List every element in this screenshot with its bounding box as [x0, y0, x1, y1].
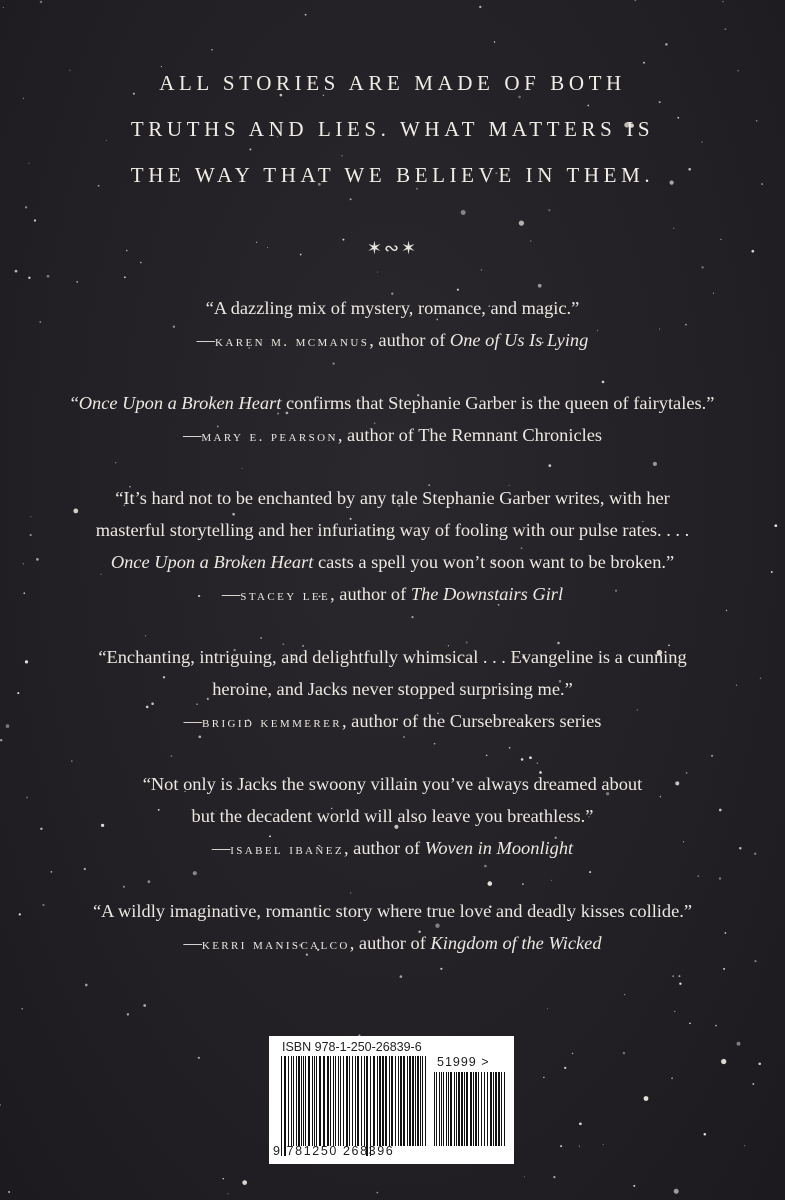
star-dot: [124, 276, 126, 278]
star-dot: [479, 6, 481, 8]
star-dot: [633, 1185, 635, 1187]
author-work-title: One of Us Is Lying: [449, 330, 589, 350]
author-work-title: The Downstairs Girl: [410, 584, 564, 604]
blurb-text: “It’s hard not to be enchanted by any tale Stephanie Garber writes, with her: [115, 488, 670, 508]
barcode-bar: [314, 1056, 315, 1146]
star-dot: [228, 1193, 229, 1194]
blurb-list: [0, 292, 785, 990]
ean-digits: 9 781250 268396: [273, 1144, 395, 1158]
price-code: 51999 >: [437, 1055, 490, 1069]
barcode-bar: [490, 1072, 492, 1146]
star-dot: [3, 7, 4, 8]
star-dot: [560, 1145, 562, 1147]
star-dot: [722, 1, 724, 3]
blurb-attribution: [0, 578, 785, 612]
isbn-label: ISBN 978-1-250-26839-6: [282, 1040, 422, 1054]
barcode-bar: [284, 1056, 286, 1156]
blurb-text: [0, 387, 785, 419]
barcode-bar: [335, 1056, 336, 1146]
open-quote: “: [70, 393, 79, 413]
barcode-bar: [366, 1056, 368, 1156]
star-dot: [603, 1144, 604, 1145]
blurb-text: “A dazzling mix of mystery, romance, and magic.”: [205, 298, 580, 318]
barcode-bar: [425, 1056, 426, 1146]
star-dot: [481, 269, 482, 270]
star-dot: [140, 262, 142, 264]
barcode-bar: [330, 1056, 331, 1146]
barcode-bar: [439, 1072, 440, 1146]
blurb-text: masterful storytelling and her infuriating way of fooling with our pulse rates. . . .: [95, 520, 690, 540]
barcode-bar: [382, 1056, 384, 1146]
star-dot: [721, 1059, 726, 1064]
isbn-barcode: [269, 1036, 514, 1164]
barcode-bar: [296, 1056, 297, 1146]
barcode-bar: [398, 1056, 399, 1146]
attribution-suffix: , author of: [369, 330, 450, 350]
star-dot: [623, 1052, 625, 1054]
star-dot: [624, 994, 625, 995]
barcode-bar: [456, 1072, 457, 1146]
tagline-line: ALL STORIES ARE MADE OF BOTH: [159, 71, 626, 95]
barcode-bar: [338, 1056, 339, 1146]
barcode-bar: [464, 1072, 465, 1146]
blurb-text: [0, 546, 785, 578]
star-dot: [223, 1178, 224, 1179]
barcode-bar: [395, 1056, 396, 1146]
star-dot: [21, 1008, 22, 1009]
barcode-bar: [316, 1056, 317, 1146]
barcode-bar: [312, 1056, 313, 1146]
star-dot: [644, 1096, 649, 1101]
barcode-bar: [475, 1072, 477, 1146]
barcode-bar: [461, 1072, 463, 1146]
attribution-suffix: , author of: [330, 584, 411, 604]
addon-barcode-bars: [434, 1072, 506, 1156]
star-dot: [305, 14, 307, 16]
star-dot: [715, 1025, 717, 1027]
blurb-text: heroine, and Jacks never stopped surprising me.”: [212, 679, 573, 699]
barcode-bar: [487, 1072, 488, 1146]
attribution-suffix: , author of: [349, 933, 431, 953]
star-dot: [665, 43, 668, 46]
attribution-dash: —: [183, 711, 202, 731]
tagline-line: TRUTHS AND LIES. WHAT MATTERS IS: [130, 117, 655, 141]
attribution-suffix: , author of the Cursebreakers series: [341, 711, 602, 731]
blurb-attribution: [0, 927, 785, 961]
barcode-bar: [450, 1072, 452, 1146]
barcode-bar: [448, 1072, 449, 1146]
attribution-dash: —: [196, 330, 216, 350]
barcode-bar: [415, 1056, 416, 1146]
blurb-attribution: [0, 419, 785, 453]
barcode-bar: [385, 1056, 387, 1146]
star-dot: [350, 198, 352, 200]
barcode-bar: [305, 1056, 306, 1146]
star-dot: [8, 1191, 10, 1193]
star-dot: [579, 1122, 582, 1125]
blurb: [0, 641, 785, 739]
star-dot: [553, 1176, 555, 1178]
barcode-bar: [373, 1056, 375, 1146]
barcode-bar: [327, 1056, 329, 1146]
barcode-bar: [346, 1056, 348, 1146]
author-work-title: Kingdom of the Wicked: [430, 933, 602, 953]
attribution-dash: —: [182, 425, 202, 445]
ornament-divider: ✶∾✶: [366, 238, 419, 258]
attribution-dash: —: [211, 838, 231, 858]
barcode-bar: [377, 1056, 378, 1146]
blurb-author: stacey lee: [240, 588, 331, 604]
barcode-bar: [498, 1072, 500, 1146]
barcode-bar: [370, 1056, 371, 1156]
barcode-bar: [454, 1072, 455, 1146]
attribution-suffix: , author of The Remnant Chronicles: [337, 425, 603, 445]
barcode-bar: [470, 1072, 472, 1146]
blurb: [0, 292, 785, 358]
barcode-bar: [319, 1056, 321, 1146]
star-dot: [634, 0, 636, 1]
barcode-bar: [443, 1072, 444, 1146]
barcode-bar: [357, 1056, 359, 1146]
barcode-bar: [389, 1056, 390, 1146]
star-dot: [737, 1042, 741, 1046]
star-dot: [143, 1004, 146, 1007]
barcode-bar: [291, 1056, 292, 1146]
star-dot: [76, 281, 78, 283]
blurb-text: but the decadent world will also leave you breathless.”: [191, 806, 594, 826]
blurb-text: “Not only is Jacks the swoony villain you’ve always dreamed about: [142, 774, 643, 794]
star-dot: [376, 1192, 378, 1194]
star-dot: [674, 1189, 679, 1194]
star-dot: [40, 1, 43, 4]
blurb-text: “Enchanting, intriguing, and delightfully whimsical . . . Evangeline is a cunning: [98, 647, 687, 667]
star-dot: [524, 1176, 525, 1177]
barcode-bar: [323, 1056, 325, 1146]
tagline: [0, 60, 785, 198]
barcode-bar: [446, 1072, 447, 1146]
attribution-suffix: , author of: [343, 838, 425, 858]
barcode-bar: [293, 1056, 294, 1146]
author-work-title: Woven in Moonlight: [424, 838, 574, 858]
star-dot: [15, 270, 18, 273]
blurb: [0, 482, 785, 612]
star-dot: [744, 1145, 745, 1146]
blurb-text-rest: confirms that Stephanie Garber is the queen of fairytales.”: [281, 393, 715, 413]
blurb-attribution: [0, 705, 785, 739]
barcode-bar: [409, 1056, 411, 1146]
barcode-bar: [403, 1056, 405, 1146]
book-title: Once Upon a Broken Heart: [78, 393, 282, 413]
star-dot: [564, 1067, 566, 1069]
barcode-bar: [407, 1056, 408, 1146]
blurb-attribution: [0, 832, 785, 866]
star-dot: [674, 1011, 675, 1012]
barcode-bar: [281, 1056, 282, 1156]
barcode-bar: [481, 1072, 482, 1146]
star-dot: [198, 1057, 200, 1059]
barcode-bar: [301, 1056, 302, 1146]
star-dot: [543, 1077, 544, 1078]
blurb-author: kerri maniscalco: [201, 937, 350, 953]
barcode-bar: [349, 1056, 350, 1146]
star-dot: [25, 206, 27, 208]
blurb: [0, 768, 785, 866]
blurb-text-rest: casts a spell you won’t soon want to be broken.”: [313, 552, 675, 572]
barcode-bar: [333, 1056, 334, 1146]
star-dot: [47, 275, 50, 278]
star-dot: [461, 210, 466, 215]
barcode-bar: [441, 1072, 442, 1146]
star-dot: [689, 1022, 691, 1024]
star-dot: [28, 277, 30, 279]
barcode-bar: [484, 1072, 485, 1146]
blurb-author: brigid kemmerer: [201, 715, 342, 731]
star-dot: [548, 209, 550, 211]
star-dot: [704, 1133, 707, 1136]
star-dot: [34, 219, 36, 221]
barcode-bar: [420, 1056, 421, 1146]
barcode-bar: [495, 1072, 497, 1146]
barcode-bar: [458, 1072, 460, 1146]
star-dot: [538, 284, 542, 288]
tagline-line: THE WAY THAT WE BELIEVE IN THEM.: [130, 163, 655, 187]
blurb-attribution: [0, 324, 785, 358]
attribution-dash: —: [221, 584, 241, 604]
blurb: [0, 387, 785, 453]
barcode-bar: [303, 1056, 304, 1146]
star-dot: [671, 1077, 673, 1079]
barcode-bar: [417, 1056, 419, 1146]
star-dot: [579, 1146, 580, 1147]
barcode-bar: [391, 1056, 393, 1146]
star-dot: [127, 1013, 129, 1015]
blurb-author: karen m. mcmanus: [215, 334, 370, 350]
star-dot: [0, 1104, 1, 1105]
star-dot: [758, 1062, 761, 1065]
barcode-bar: [504, 1072, 505, 1146]
star-dot: [519, 220, 524, 225]
star-dot: [211, 49, 213, 51]
barcode-bar: [422, 1056, 423, 1146]
star-dot: [494, 41, 495, 42]
blurb-author: mary e. pearson: [201, 429, 338, 445]
barcode-bar: [434, 1072, 435, 1146]
barcode-bar: [473, 1072, 474, 1146]
book-title: Once Upon a Broken Heart: [110, 552, 314, 572]
barcode-bar: [379, 1056, 381, 1146]
star-dot: [457, 289, 459, 291]
barcode-bar: [361, 1056, 362, 1146]
barcode-bar: [400, 1056, 402, 1146]
star-dot: [377, 272, 378, 273]
barcode-bar: [501, 1072, 502, 1146]
barcode-bar: [412, 1056, 414, 1146]
barcode-bar: [493, 1072, 494, 1146]
barcode-bar: [436, 1072, 437, 1146]
barcode-bar: [343, 1056, 344, 1146]
star-dot: [242, 1180, 247, 1185]
star-dot: [547, 1008, 548, 1009]
barcode-bar: [288, 1056, 289, 1146]
star-dot: [673, 228, 674, 229]
barcode-bar: [466, 1072, 468, 1146]
barcode-bar: [340, 1056, 341, 1146]
star-dot: [572, 1053, 574, 1055]
barcode-bar: [478, 1072, 479, 1146]
blurb: [0, 895, 785, 961]
blurb-author: isabel ibañez: [230, 842, 344, 858]
star-dot: [724, 28, 726, 30]
barcode-bar: [355, 1056, 356, 1146]
star-dot: [752, 1083, 754, 1085]
barcode-bar: [364, 1056, 365, 1146]
blurb-text: “A wildly imaginative, romantic story where true love and deadly kisses collide.”: [92, 901, 693, 921]
barcode-bar: [308, 1056, 310, 1146]
ean-barcode-bars: [281, 1056, 427, 1156]
attribution-dash: —: [183, 933, 202, 953]
barcode-bar: [298, 1056, 300, 1146]
star-dot: [701, 266, 703, 268]
barcode-bar: [352, 1056, 353, 1146]
